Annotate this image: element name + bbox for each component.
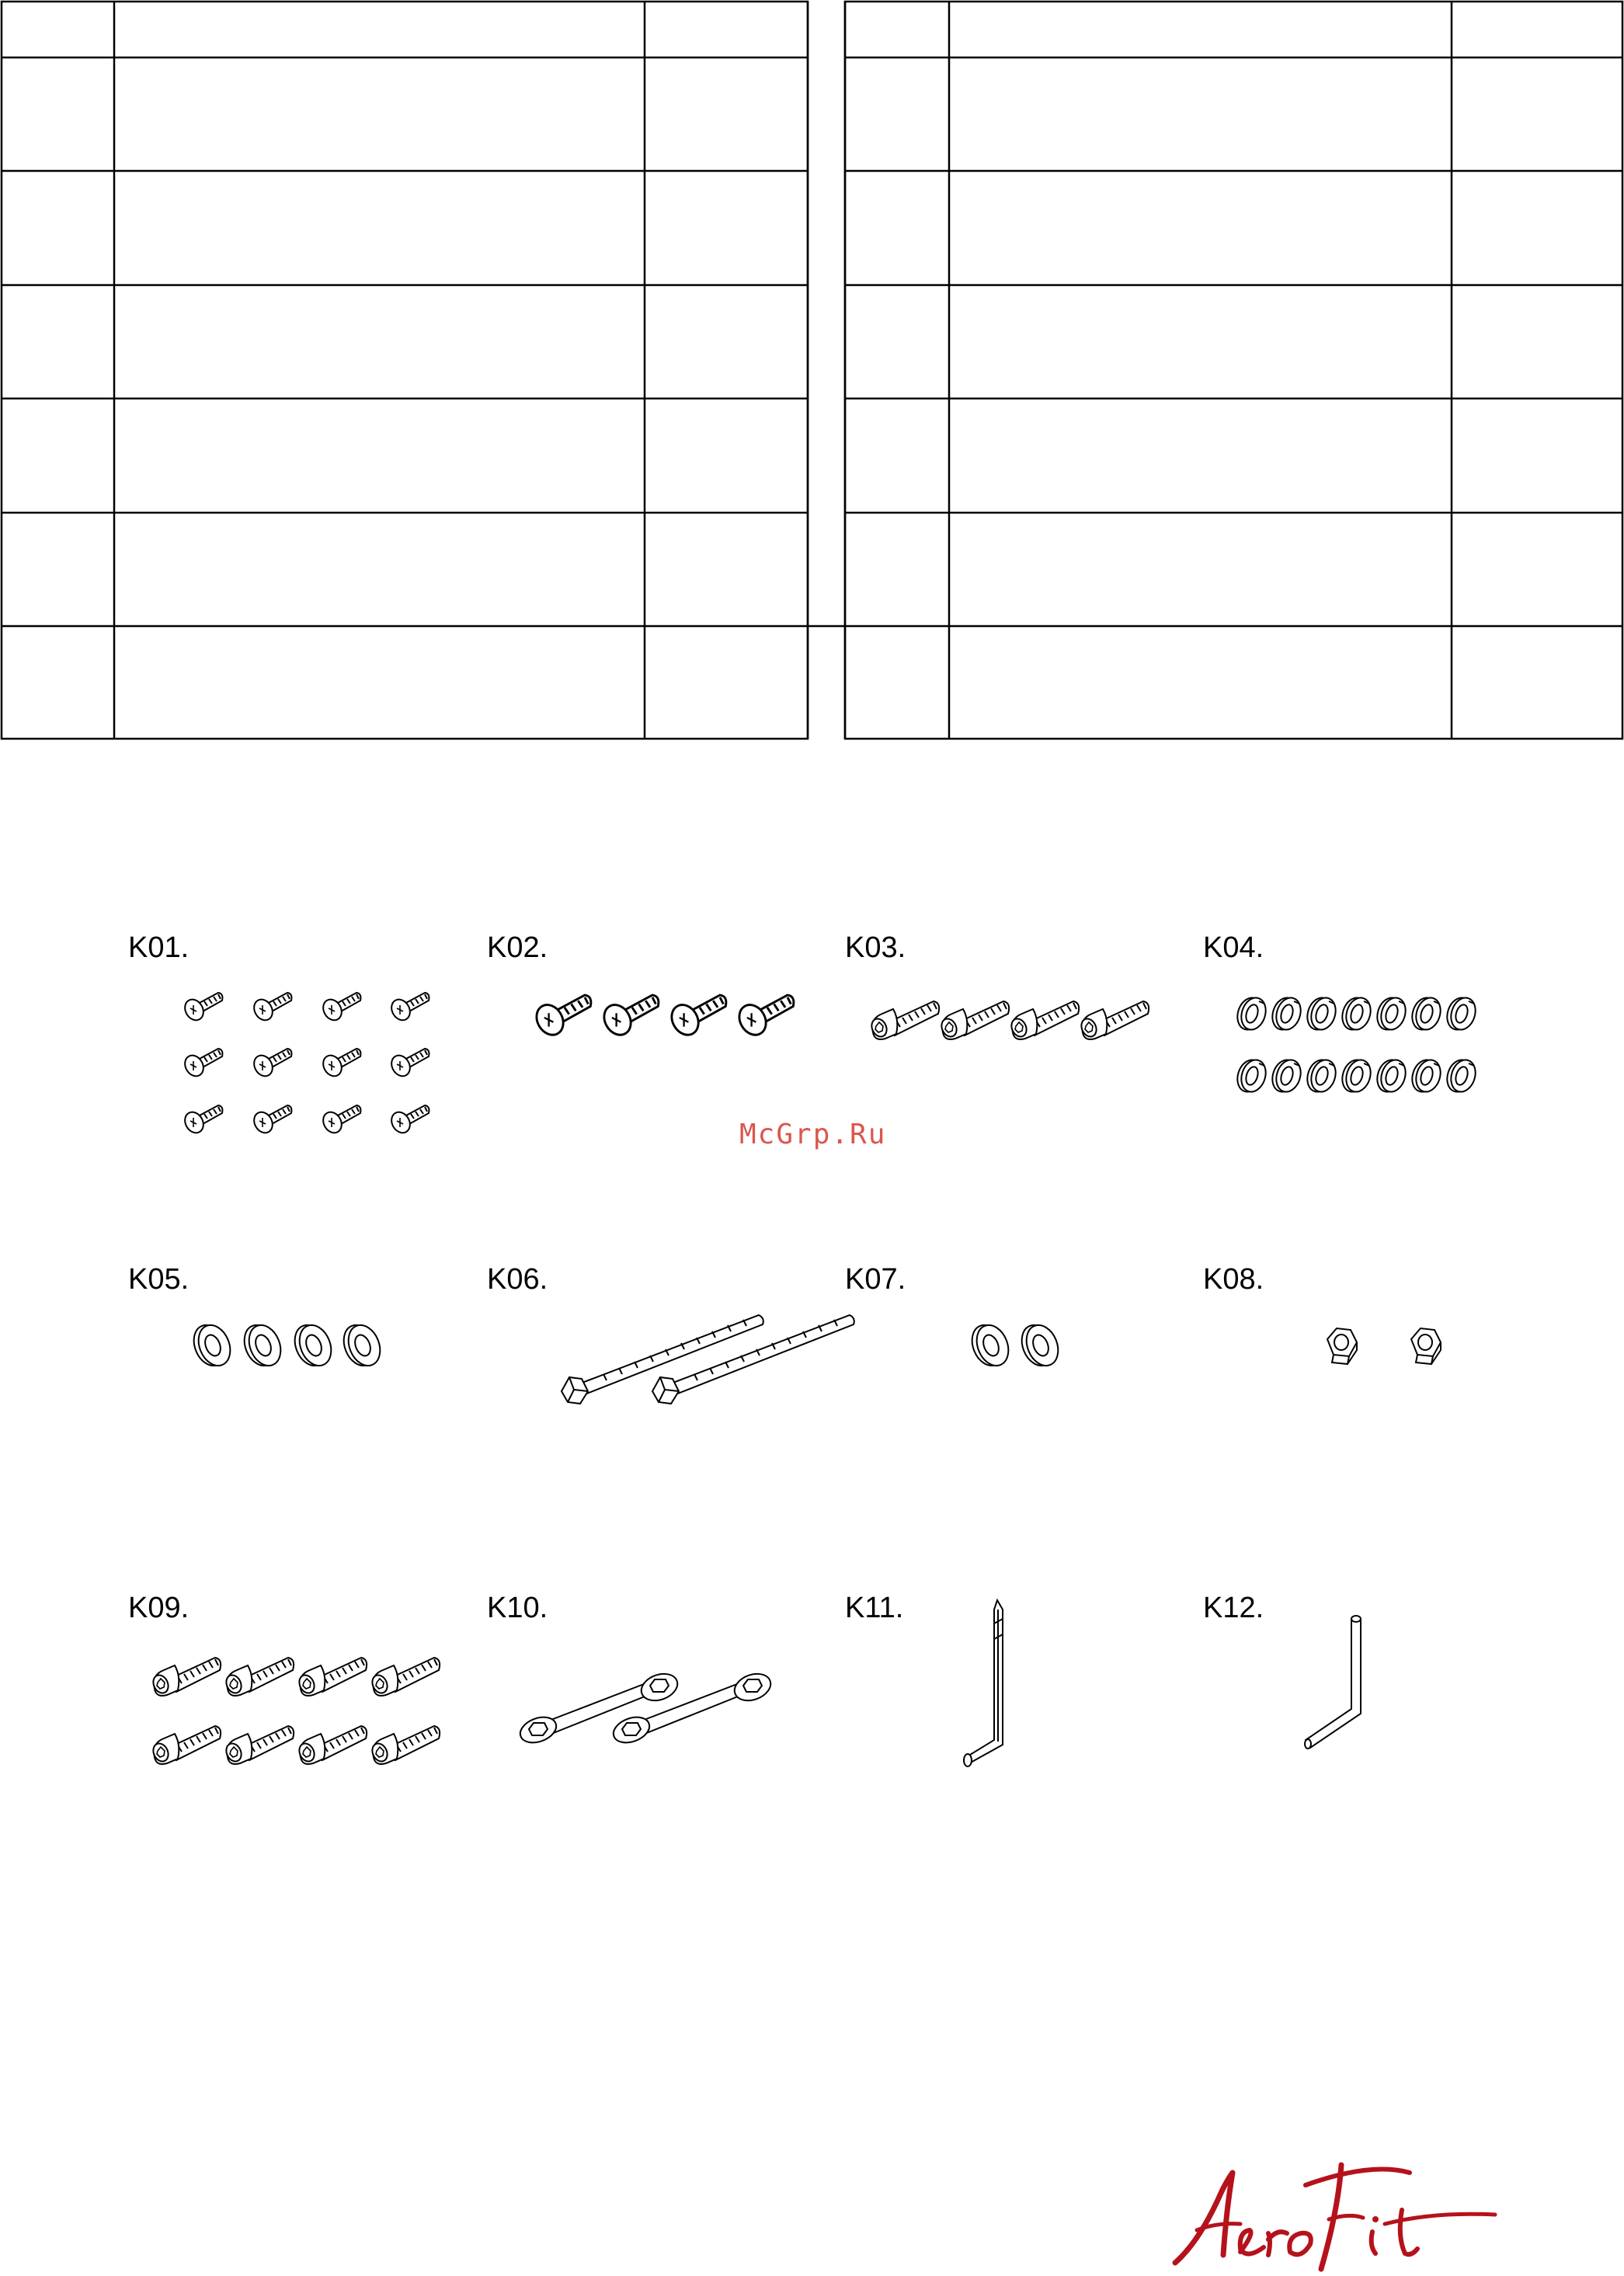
- allen-key-icon: [1203, 1592, 1545, 1825]
- wrench-icon: [487, 1592, 829, 1825]
- hardware-label: K11.: [845, 1592, 904, 1624]
- watermark-text: McGrp.Ru: [739, 1119, 887, 1150]
- hardware-item-k09: [128, 1592, 470, 1825]
- hardware-label: K04.: [1203, 931, 1264, 964]
- hardware-label: K10.: [487, 1592, 548, 1624]
- hardware-label: K09.: [128, 1592, 190, 1624]
- socket-screw-icon: [845, 932, 1187, 1165]
- socket-screw-icon: [128, 1592, 470, 1825]
- hardware-item-k04: [1203, 932, 1545, 1165]
- screw-icon: [128, 932, 470, 1165]
- flat-washer-icon: [845, 1264, 1187, 1497]
- hex-nut-icon: [1203, 1264, 1545, 1497]
- hardware-item-k07: [845, 1264, 1187, 1497]
- aerofit-logo: [1169, 2156, 1511, 2272]
- hardware-item-k10: [487, 1592, 829, 1825]
- hardware-item-k12: [1203, 1592, 1545, 1825]
- hardware-item-k03: [845, 932, 1187, 1165]
- hardware-label: K03.: [845, 931, 906, 964]
- hardware-label: K12.: [1203, 1592, 1264, 1624]
- hardware-item-k08: [1203, 1264, 1545, 1497]
- hardware-label: K01.: [128, 931, 190, 964]
- hardware-item-k11: [845, 1592, 1187, 1825]
- bolt-icon: [487, 1264, 829, 1497]
- parts-table-grid: [0, 0, 1624, 740]
- hardware-item-k06: [487, 1264, 829, 1497]
- flat-washer-icon: [128, 1264, 470, 1497]
- lock-washer-icon: [1203, 932, 1545, 1165]
- hardware-label: K02.: [487, 931, 548, 964]
- hardware-label: K05.: [128, 1263, 190, 1296]
- parts-table: [0, 0, 1624, 740]
- screwdriver-key-icon: [845, 1592, 1187, 1825]
- hardware-label: K07.: [845, 1263, 906, 1296]
- hardware-label: K06.: [487, 1263, 548, 1296]
- hardware-item-k01: [128, 932, 470, 1165]
- hardware-item-k05: [128, 1264, 470, 1497]
- hardware-label: K08.: [1203, 1263, 1264, 1296]
